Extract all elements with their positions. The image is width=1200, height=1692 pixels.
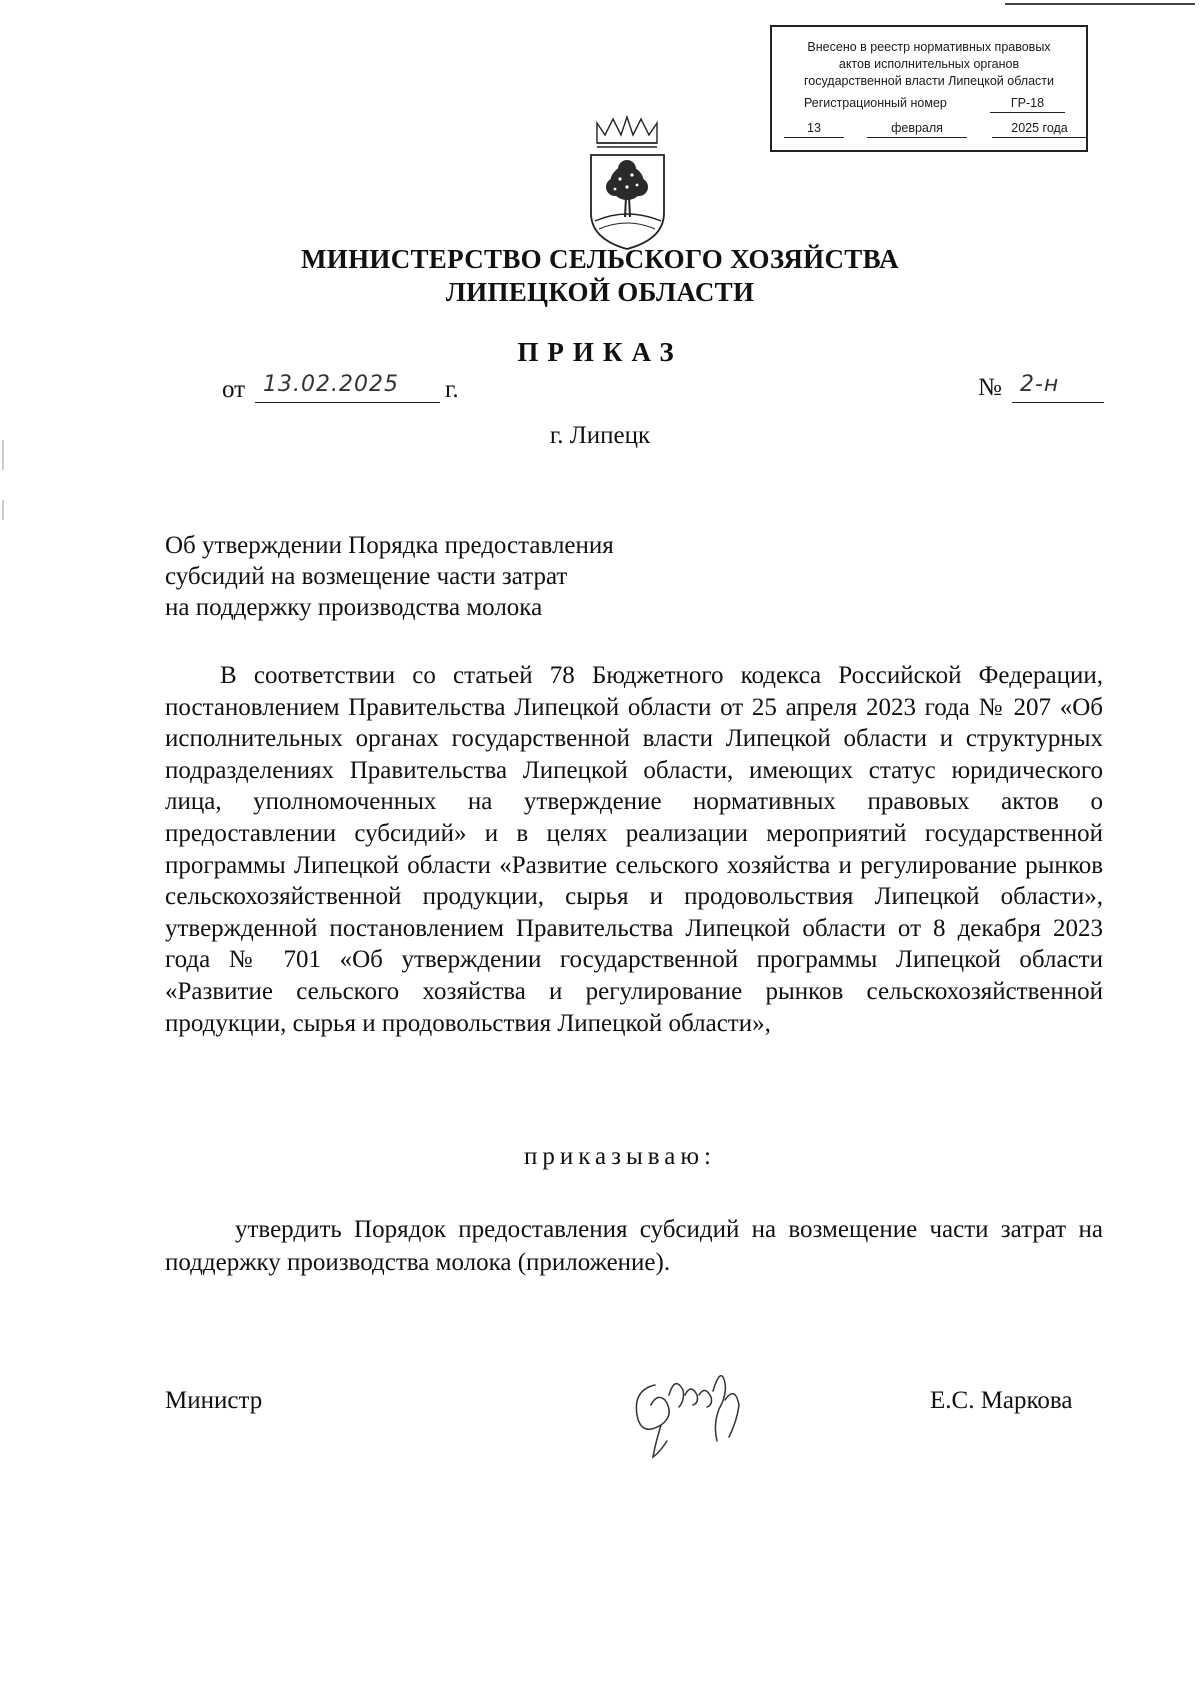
document-type: ПРИКАЗ (517, 337, 683, 367)
decree-word: приказываю: (524, 1143, 716, 1170)
scan-edge-line (1005, 3, 1195, 5)
ministry-name-line-1: МИНИСТЕРСТВО СЕЛЬСКОГО ХОЗЯЙСТВА (301, 244, 899, 274)
stamp-year: 2025 года (992, 120, 1087, 138)
lipetsk-coat-of-arms-icon (585, 113, 670, 253)
signer-name: Е.С. Маркова (930, 1387, 1073, 1414)
city: г. Липецк (549, 422, 651, 449)
signer-title: Министр (165, 1387, 263, 1414)
preamble-paragraph (165, 660, 1103, 1039)
subject-line-1: Об утверждении Порядка предоставления (165, 532, 614, 559)
stamp-reg-number: ГР-18 (990, 95, 1065, 113)
scan-edge-mark (2, 500, 4, 520)
resolution-text: утвердить Порядок предоставления субсидий на возмещение части затрат на поддержку производства молока (приложение). (165, 1216, 1103, 1276)
stamp-line-1: Внесено в реестр нормативных правовых (807, 40, 1051, 54)
stamp-line-3: государственной власти Липецкой области (803, 74, 1055, 88)
handwritten-signature-icon (625, 1345, 755, 1465)
ministry-name-line-2: ЛИПЕЦКОЙ ОБЛАСТИ (445, 277, 755, 307)
subject-line-3: на поддержку производства молока (165, 594, 543, 621)
resolution-paragraph (165, 1213, 1103, 1279)
preamble-text: В соответствии со статьей 78 Бюджетного кодекса Российской Федерации, постановлением Правительства Липецкой области от 25 апреля 2023 года № 207 «Об исполнительных органах государственной власти Липецкой области и структурных подразделениях Правительства Липецкой области, имеющих статус юридического лица, уполномоченных на утверждение нормативных правовых актов о предоставлении субсидий» и в целях реализации мероприятий государственной программы Липецкой области «Развитие сельского хозяйства и регулирование рынков сельскохозяйственной продукции, сырья и продовольствия Липецкой области», утвержденной постановлением Правительства Липецкой области от 8 декабря 2023 года № 701 «Об утверждении государственной программы Липецкой области «Развитие сельского хозяйства и регулирование рынков сельскохозяйственной продукции, сырья и продовольствия Липецкой области», (165, 662, 1103, 1037)
document-subject (165, 530, 614, 623)
stamp-reg-label: Регистрационный номер (804, 96, 947, 110)
registry-stamp (770, 25, 1088, 152)
date-field (255, 370, 440, 403)
number-prefix: № (978, 374, 1002, 401)
date-prefix: от (222, 376, 246, 403)
stamp-day: 13 (784, 120, 844, 138)
number-field (1012, 370, 1104, 403)
stamp-line-2: актов исполнительных органов (838, 57, 1020, 71)
subject-line-2: субсидий на возмещение части затрат (165, 563, 568, 590)
date-suffix: г. (445, 376, 459, 403)
stamp-month: февраля (867, 120, 967, 138)
handwritten-number: 2-н (1020, 372, 1060, 397)
handwritten-date: 13.02.2025 (263, 372, 399, 397)
